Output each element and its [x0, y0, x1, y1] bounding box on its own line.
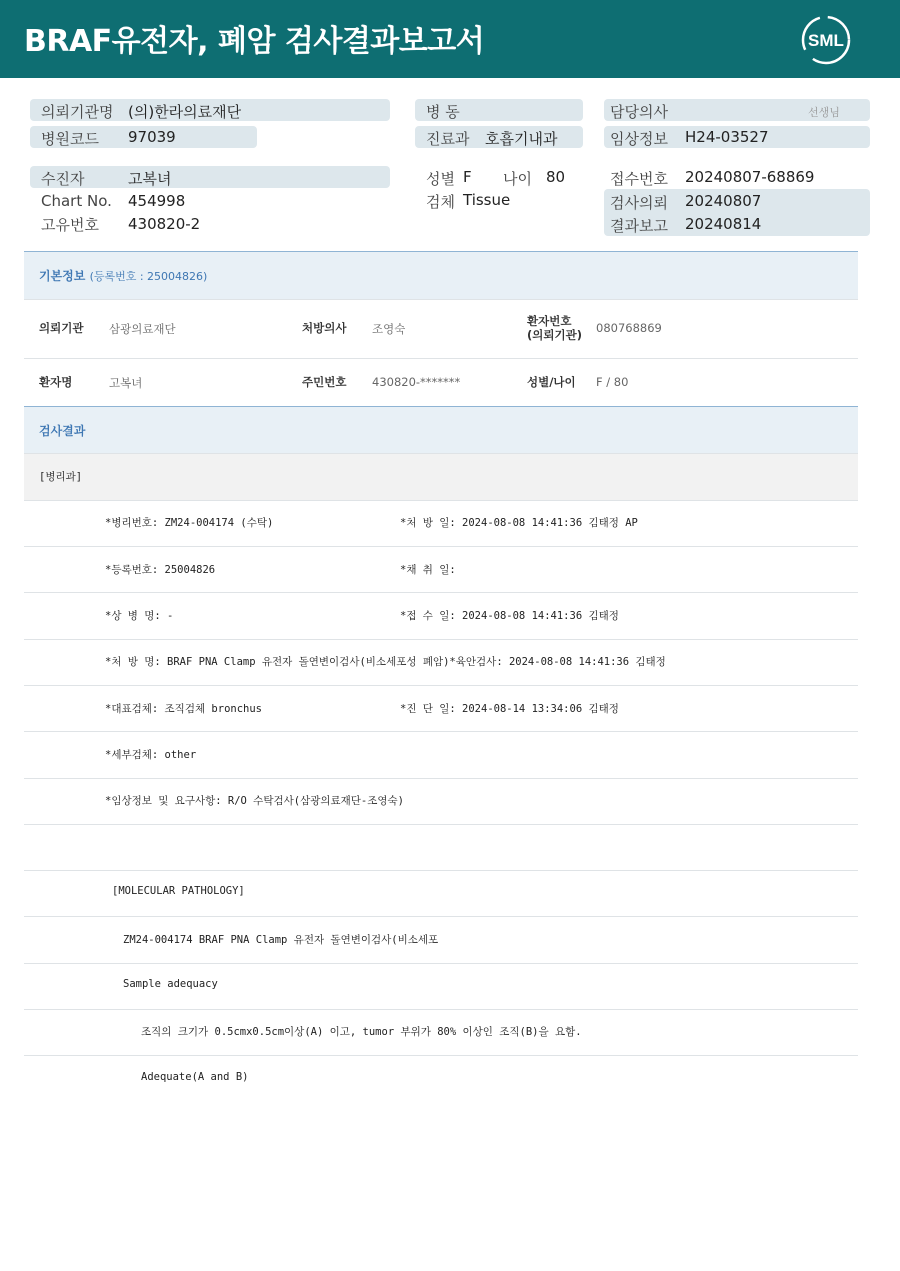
logo-text: SML: [808, 31, 844, 50]
chart-value: 454998: [128, 192, 186, 210]
receipt-label: 접수번호: [610, 170, 668, 188]
request-value: 20240807: [685, 192, 762, 210]
divider: [24, 1055, 858, 1056]
dept-value: 호흡기내과: [485, 130, 558, 148]
divider: [24, 963, 858, 964]
presc-value: 조영숙: [372, 322, 406, 336]
recipient-label: 수진자: [41, 170, 85, 188]
name-value: 고복녀: [109, 376, 143, 390]
age-value: 80: [546, 168, 566, 186]
sex-value: F: [463, 168, 472, 186]
divider: [24, 870, 858, 871]
sex-label: 성별: [426, 170, 455, 188]
collection-date: *채 취 일:: [400, 564, 456, 576]
divider: [24, 685, 858, 686]
divider: [24, 406, 858, 407]
presc-label: 처방의사: [302, 321, 347, 335]
receipt-date: *접 수 일: 2024-08-08 14:41:36 김태정: [400, 610, 619, 622]
chart-label: Chart No.: [41, 192, 112, 210]
patient-no-value: 080768869: [596, 321, 662, 335]
prescription-name: *처 방 명: BRAF PNA Clamp 유전자 돌연변이검사(비소세포성 폐암)*육안검사: 2024-08-08 14:41:36 김태정: [105, 656, 666, 668]
pathology-dept-band: [24, 453, 858, 500]
doctor-label: 담당의사: [610, 103, 668, 121]
report-label: 결과보고: [610, 217, 668, 235]
molecular-pathology-title: [MOLECULAR PATHOLOGY]: [112, 885, 245, 897]
hospital-code-value: 97039: [128, 128, 176, 146]
divider: [24, 546, 858, 547]
representative-specimen: *대표검체: 조직검체 bronchus: [105, 703, 263, 715]
divider: [24, 1009, 858, 1010]
divider: [24, 824, 858, 825]
institution-label: 의뢰기관명: [41, 103, 114, 121]
inst-value: 삼광의료재단: [109, 322, 176, 336]
basic-info-heading: 기본정보: [39, 269, 86, 283]
rrn-label: 주민번호: [302, 375, 347, 389]
specimen-label: 검체: [426, 193, 455, 211]
report-value: 20240814: [685, 215, 762, 233]
divider: [24, 731, 858, 732]
divider: [24, 778, 858, 779]
sex-age-label: 성별/나이: [527, 375, 576, 389]
sml-logo: [800, 14, 852, 66]
sample-adequacy: Sample adequacy: [123, 978, 218, 990]
divider: [24, 592, 858, 593]
ward-label: 병 동: [426, 103, 460, 121]
age-label: 나이: [503, 170, 532, 188]
diagnosis-date: *진 단 일: 2024-08-14 13:34:06 김태정: [400, 703, 619, 715]
specimen-value: Tissue: [463, 191, 511, 209]
divider: [24, 251, 858, 252]
request-label: 검사의뢰: [610, 194, 668, 212]
divider: [24, 916, 858, 917]
unique-label: 고유번호: [41, 216, 99, 234]
clinical-info-label: 임상정보: [610, 130, 668, 148]
institution-value: (의)한라의료재단: [128, 103, 242, 121]
adequacy-result: Adequate(A and B): [141, 1071, 249, 1083]
rrn-value: 430820-*******: [372, 375, 461, 389]
recipient-value: 고복녀: [128, 170, 172, 188]
divider: [24, 639, 858, 640]
doctor-suffix: 선생님: [808, 106, 840, 119]
divider: [24, 500, 858, 501]
size-requirement: 조직의 크기가 0.5cmx0.5cm이상(A) 이고, tumor 부위가 80% 이상인 조직(B)을 요함.: [141, 1026, 582, 1038]
prescription-date: *처 방 일: 2024-08-08 14:41:36 김태정 AP: [400, 517, 638, 529]
basic-info-reg-no: (등록번호 : 25004826): [89, 270, 208, 283]
hospital-code-label: 병원코드: [41, 130, 99, 148]
unique-value: 430820-2: [128, 215, 201, 233]
registration-no: *등록번호: 25004826: [105, 564, 216, 576]
report-title: BRAF유전자, 폐암 검사결과보고서: [24, 24, 485, 59]
report-header: [0, 0, 900, 78]
clinical-info-value: H24-03527: [685, 128, 769, 146]
patient-no-label-1: 환자번호: [527, 314, 572, 328]
divider: [24, 299, 858, 300]
diagnosis-name: *상 병 명: -: [105, 610, 174, 622]
inst-label: 의뢰기관: [39, 321, 84, 335]
sex-age-value: F / 80: [596, 375, 629, 389]
sub-specimen: *세부검체: other: [105, 749, 197, 761]
name-label: 환자명: [39, 375, 73, 389]
pathology-no: *병리번호: ZM24-004174 (수탁): [105, 517, 274, 529]
results-band: [24, 406, 858, 453]
receipt-value: 20240807-68869: [685, 168, 815, 186]
results-title: 검사결과: [39, 424, 86, 438]
divider: [24, 453, 858, 454]
divider: [24, 358, 858, 359]
clinical-request: *임상정보 및 요구사항: R/O 수탁검사(삼광의료재단-조영숙): [105, 795, 405, 807]
pathology-dept: [병리과]: [39, 471, 83, 483]
dept-label: 진료과: [426, 130, 470, 148]
patient-no-label-2: (의뢰기관): [527, 328, 582, 342]
basic-info-title: [39, 267, 207, 284]
molecular-test-line: ZM24-004174 BRAF PNA Clamp 유전자 돌연변이검사(비소세포: [123, 934, 439, 946]
